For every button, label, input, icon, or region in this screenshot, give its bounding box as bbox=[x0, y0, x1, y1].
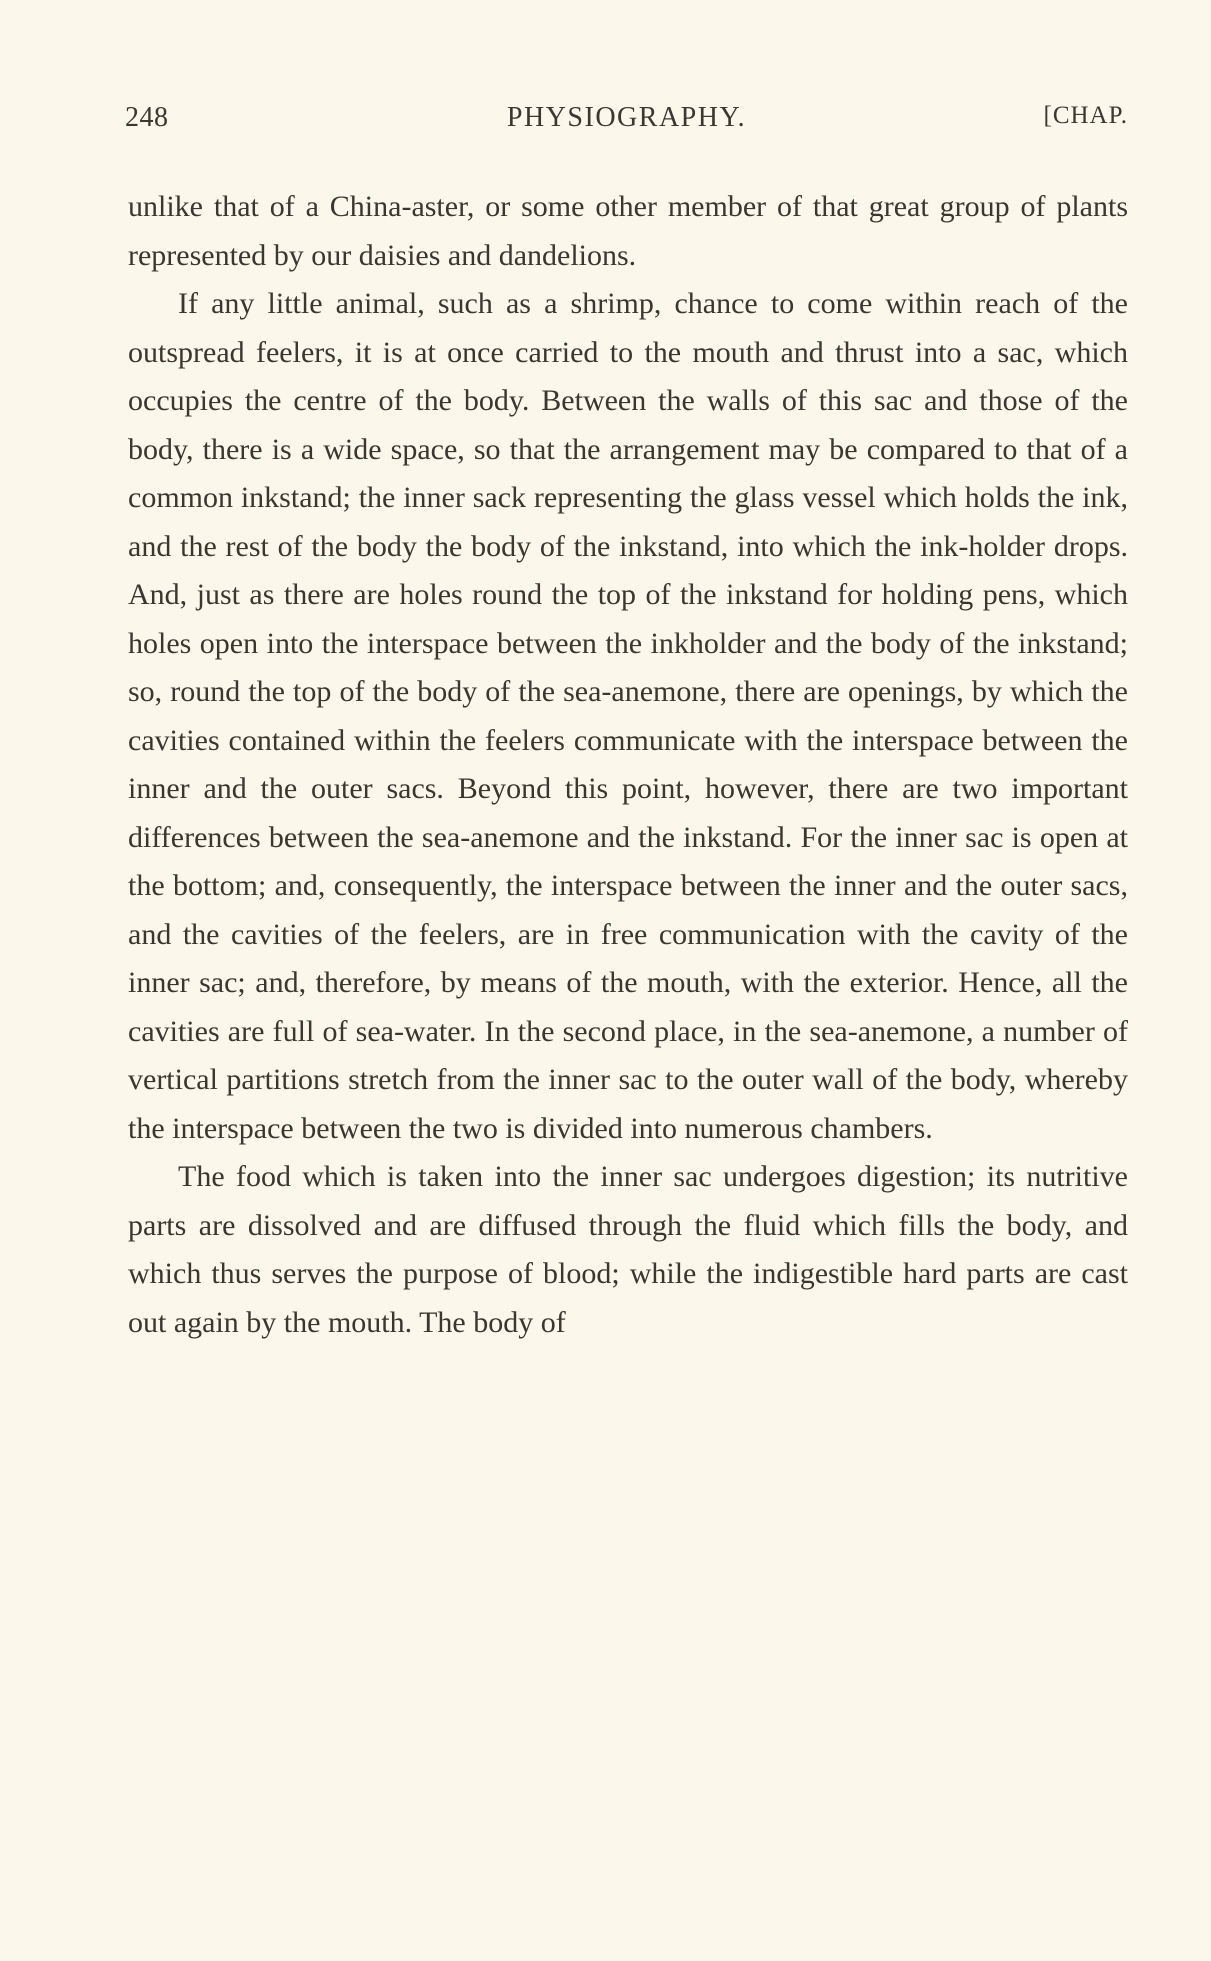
paragraph-anatomy: If any little animal, such as a shrimp, chance to come within reach of the outspread feelers, it is at once carried to the mouth and thrust into a sac, which occupies the centre of the body. Between the walls of this sac and those of the body, there is a wide space, so that the arrangement may be compared to that of a common inkstand; the inner sack representing the glass vessel which holds the ink, and the rest of the body the body of the inkstand, into which the ink-holder drops. And, just as there are holes round the top of the inkstand for holding pens, which holes open into the interspace between the inkholder and the body of the inkstand; so, round the top of the body of the sea-anemone, there are openings, by which the cavities contained within the feelers communicate with the interspace between the inner and the outer sacs. Beyond this point, however, there are two important differences between the sea-anemone and the inkstand. For the inner sac is open at the bottom; and, consequently, the interspace between the inner and the outer sacs, and the cavities of the feelers, are in free communication with the cavity of the inner sac; and, therefore, by means of the mouth, with the exterior. Hence, all the cavities are full of sea-water. In the second place, in the sea-anemone, a number of vertical partitions stretch from the inner sac to the outer wall of the body, whereby the interspace between the two is divided into numerous chambers. bbox=[128, 287, 1128, 1145]
running-title: PHYSIOGRAPHY. bbox=[506, 102, 747, 133]
paragraph-continued: unlike that of a China-aster, or some other member of that great group of plants represented by our daisies and dandelions. bbox=[128, 190, 1128, 272]
chapter-marker: [CHAP. bbox=[1043, 102, 1128, 129]
paragraph-digestion: The food which is taken into the inner sac undergoes digestion; its nutritive parts are dissolved and are diffused through the fluid which fills the body, and which thus serves the purpose of blood; while the indigestible hard parts are cast out again by the mouth. The body of bbox=[128, 1160, 1128, 1339]
running-head bbox=[125, 102, 1128, 146]
body-text bbox=[128, 183, 1128, 1347]
page-number: 248 bbox=[125, 102, 169, 133]
